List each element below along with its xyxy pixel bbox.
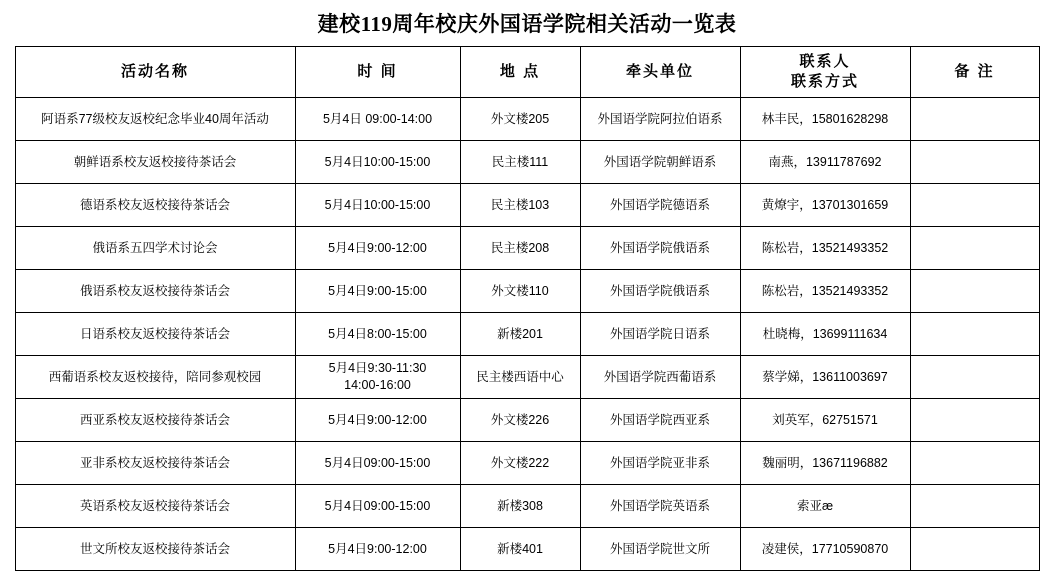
table-row — [15, 528, 1039, 571]
cell-time: 5月4日9:00-12:00 — [295, 399, 460, 442]
cell-contact: 凌建侯，17710590870 — [740, 528, 910, 571]
cell-place: 民主楼111 — [460, 141, 580, 184]
cell-remark — [910, 227, 1039, 270]
cell-time: 5月4日9:00-12:00 — [295, 227, 460, 270]
page-title: 建校119周年校庆外国语学院相关活动一览表 — [317, 12, 737, 36]
cell-activity-name: 英语系校友返校接待茶话会 — [15, 485, 295, 528]
cell-place: 民主楼208 — [460, 227, 580, 270]
column-header-unit: 牵头单位 — [580, 47, 740, 98]
cell-remark — [910, 270, 1039, 313]
cell-remark — [910, 184, 1039, 227]
cell-time: 5月4日10:00-15:00 — [295, 141, 460, 184]
column-header-contact — [740, 47, 910, 98]
cell-unit: 外国语学院俄语系 — [580, 227, 740, 270]
cell-unit: 外国语学院阿拉伯语系 — [580, 98, 740, 141]
cell-contact: 林丰民，15801628298 — [740, 98, 910, 141]
cell-activity-name: 亚非系校友返校接待茶话会 — [15, 442, 295, 485]
table-row — [15, 356, 1039, 399]
cell-remark — [910, 442, 1039, 485]
column-header-time: 时 间 — [295, 47, 460, 98]
cell-unit: 外国语学院世文所 — [580, 528, 740, 571]
cell-time: 5月4日9:30-11:30 14:00-16:00 — [295, 356, 460, 399]
cell-contact: 南燕，13911787692 — [740, 141, 910, 184]
table-row — [15, 313, 1039, 356]
cell-contact: 索亚æ — [740, 485, 910, 528]
cell-unit: 外国语学院西葡语系 — [580, 356, 740, 399]
table-row — [15, 442, 1039, 485]
cell-remark — [910, 356, 1039, 399]
cell-time: 5月4日09:00-15:00 — [295, 442, 460, 485]
table-row — [15, 184, 1039, 227]
cell-time: 5月4日09:00-15:00 — [295, 485, 460, 528]
cell-time: 5月4日 09:00-14:00 — [295, 98, 460, 141]
column-header-remark: 备 注 — [910, 47, 1039, 98]
cell-contact: 陈松岩，13521493352 — [740, 270, 910, 313]
cell-unit: 外国语学院俄语系 — [580, 270, 740, 313]
cell-unit: 外国语学院英语系 — [580, 485, 740, 528]
column-header-place: 地 点 — [460, 47, 580, 98]
cell-activity-name: 阿语系77级校友返校纪念毕业40周年活动 — [15, 98, 295, 141]
cell-remark — [910, 141, 1039, 184]
cell-place: 外文楼222 — [460, 442, 580, 485]
cell-unit: 外国语学院日语系 — [580, 313, 740, 356]
cell-time: 5月4日9:00-12:00 — [295, 528, 460, 571]
activity-table — [15, 46, 1040, 571]
cell-remark — [910, 98, 1039, 141]
cell-activity-name: 世文所校友返校接待茶话会 — [15, 528, 295, 571]
cell-remark — [910, 313, 1039, 356]
table-row — [15, 399, 1039, 442]
cell-contact: 魏丽明，13671196882 — [740, 442, 910, 485]
table-row — [15, 227, 1039, 270]
cell-activity-name: 日语系校友返校接待茶话会 — [15, 313, 295, 356]
table-row — [15, 141, 1039, 184]
table-row — [15, 98, 1039, 141]
column-header-name: 活动名称 — [15, 47, 295, 98]
cell-place: 外文楼110 — [460, 270, 580, 313]
cell-contact: 杜晓梅，13699111634 — [740, 313, 910, 356]
cell-time: 5月4日10:00-15:00 — [295, 184, 460, 227]
cell-place: 外文楼205 — [460, 98, 580, 141]
cell-unit: 外国语学院朝鲜语系 — [580, 141, 740, 184]
cell-place: 民主楼103 — [460, 184, 580, 227]
column-header-contact-person: 联系人 — [799, 52, 851, 70]
column-header-contact-method: 联系方式 — [790, 73, 859, 90]
cell-remark — [910, 485, 1039, 528]
cell-unit: 外国语学院德语系 — [580, 184, 740, 227]
cell-contact: 刘英军，62751571 — [740, 399, 910, 442]
cell-contact: 蔡学娣，13611003697 — [740, 356, 910, 399]
cell-time: 5月4日9:00-15:00 — [295, 270, 460, 313]
cell-place: 新楼201 — [460, 313, 580, 356]
cell-activity-name: 朝鲜语系校友返校接待茶话会 — [15, 141, 295, 184]
cell-time: 5月4日8:00-15:00 — [295, 313, 460, 356]
cell-activity-name: 俄语系五四学术讨论会 — [15, 227, 295, 270]
table-body — [15, 98, 1039, 571]
table-row — [15, 270, 1039, 313]
cell-contact: 陈松岩，13521493352 — [740, 227, 910, 270]
cell-remark — [910, 528, 1039, 571]
cell-place: 新楼308 — [460, 485, 580, 528]
table-row — [15, 485, 1039, 528]
cell-contact: 黄燎宇，13701301659 — [740, 184, 910, 227]
cell-activity-name: 西葡语系校友返校接待，陪同参观校园 — [15, 356, 295, 399]
cell-place: 新楼401 — [460, 528, 580, 571]
cell-activity-name: 俄语系校友返校接待茶话会 — [15, 270, 295, 313]
cell-activity-name: 德语系校友返校接待茶话会 — [15, 184, 295, 227]
table-header — [15, 47, 1039, 98]
cell-place: 外文楼226 — [460, 399, 580, 442]
cell-activity-name: 西亚系校友返校接待茶话会 — [15, 399, 295, 442]
table-header-row — [15, 47, 1039, 98]
cell-remark — [910, 399, 1039, 442]
cell-place: 民主楼西语中心 — [460, 356, 580, 399]
cell-unit: 外国语学院亚非系 — [580, 442, 740, 485]
cell-unit: 外国语学院西亚系 — [580, 399, 740, 442]
